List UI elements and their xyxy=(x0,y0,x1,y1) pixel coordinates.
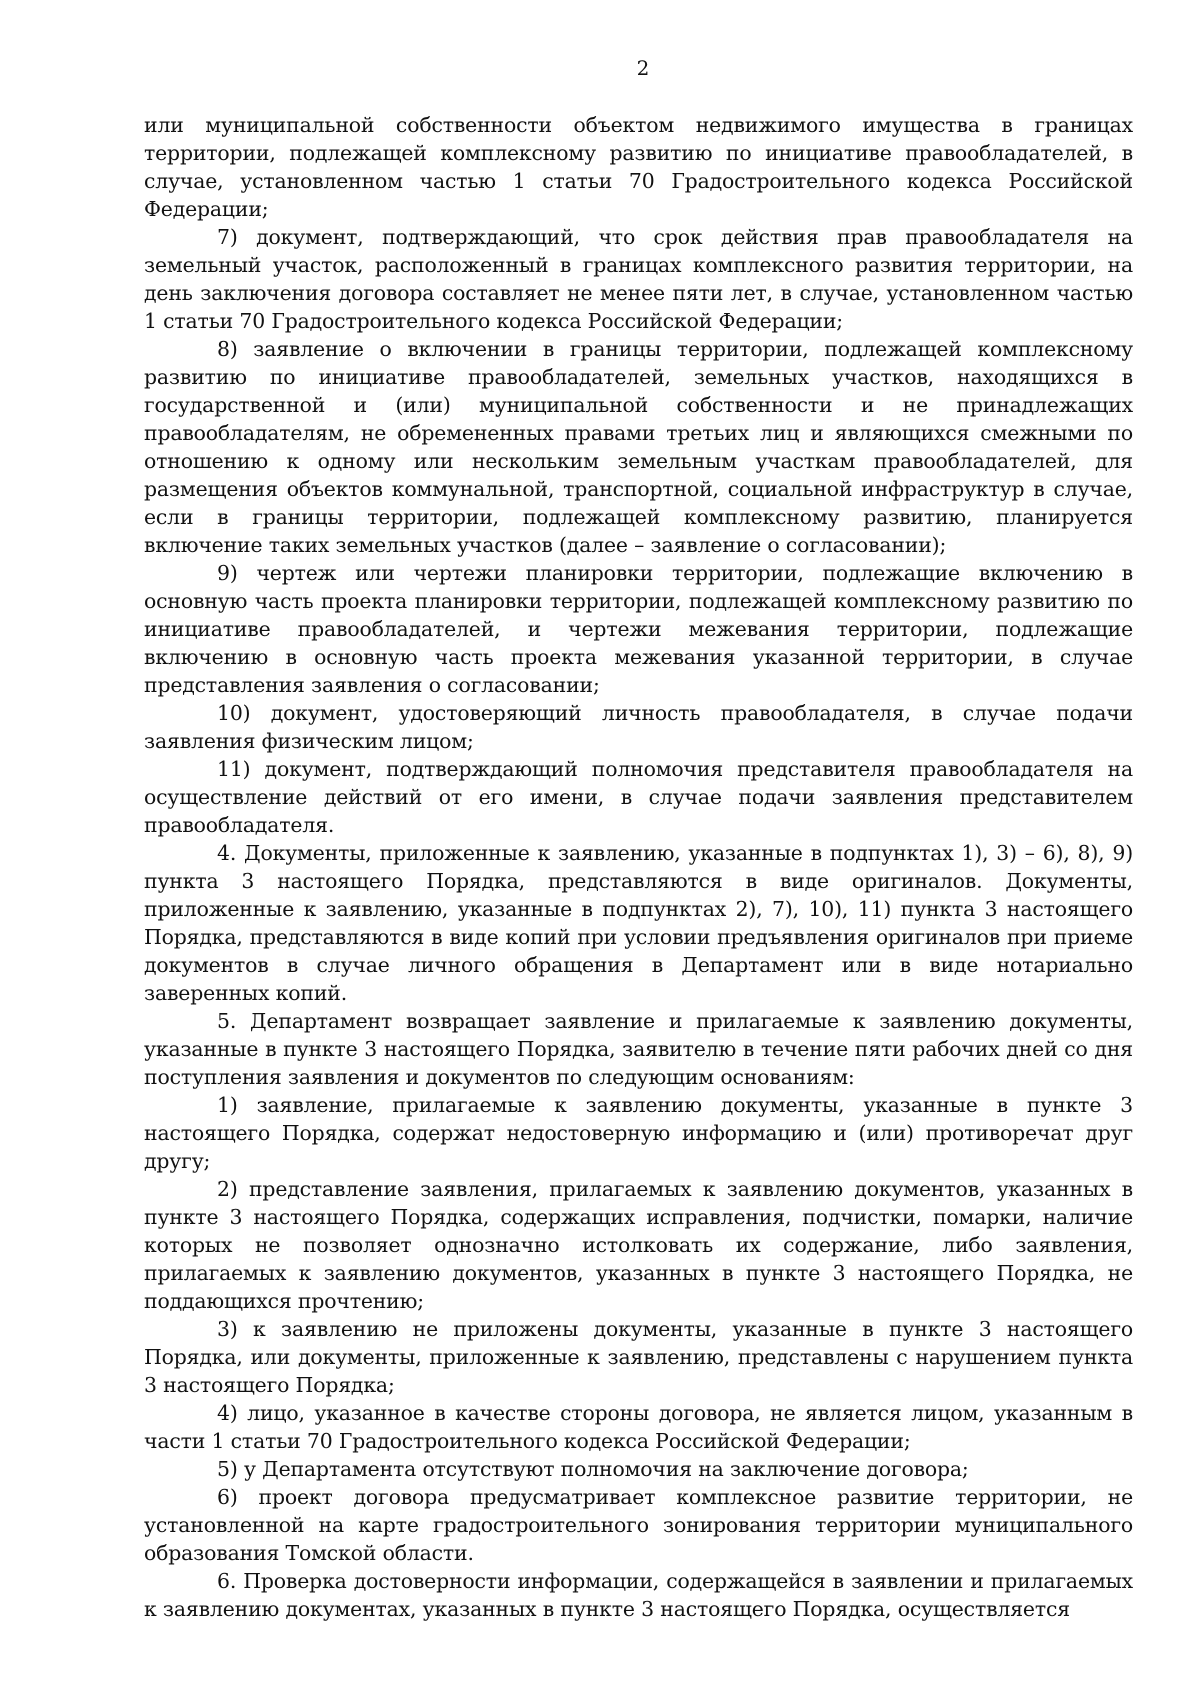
paragraph: 1) заявление, прилагаемые к заявлению документы, указанные в пункте 3 настоящего Порядка, содержат недостоверную информацию и (или) противоречат друг другу; xyxy=(144,1093,1133,1173)
paragraph: 7) документ, подтверждающий, что срок действия прав правообладателя на земельный участок, расположенный в границах комплексного развития территории, на день заключения договора составляет не менее пяти лет, в случае, установленном частью 1 статьи 70 Градостроительного кодекса Российской Федерации; xyxy=(144,225,1133,333)
paragraph: 8) заявление о включении в границы территории, подлежащей комплексному развитию по инициативе правообладателей, земельных участков, находящихся в государственной и (или) муниципальной собственности и не принадлежащих правообладателям, не обремененных правами третьих лиц и являющихся смежными по отношению к одному или нескольким земельным участкам правообладателей, для размещения объектов коммунальной, транспортной, социальной инфраструктур в случае, если в границы территории, подлежащей комплексному развитию, планируется включение таких земельных участков (далее – заявление о согласовании); xyxy=(144,337,1133,557)
paragraph: 10) документ, удостоверяющий личность правообладателя, в случае подачи заявления физическим лицом; xyxy=(144,701,1133,753)
paragraph: 11) документ, подтверждающий полномочия представителя правообладателя на осуществление действий от его имени, в случае подачи заявления представителем правообладателя. xyxy=(144,757,1133,837)
paragraph: или муниципальной собственности объектом недвижимого имущества в границах территории, подлежащей комплексному развитию по инициативе правообладателей, в случае, установленном частью 1 статьи 70 Градостроительного кодекса Российской Федерации; xyxy=(144,113,1133,221)
paragraph: 3) к заявлению не приложены документы, указанные в пункте 3 настоящего Порядка, или документы, приложенные к заявлению, представлены с нарушением пункта 3 настоящего Порядка; xyxy=(144,1317,1133,1397)
paragraph: 6. Проверка достоверности информации, содержащейся в заявлении и прилагаемых к заявлению документах, указанных в пункте 3 настоящего Порядка, осуществляется xyxy=(144,1569,1133,1621)
paragraph: 9) чертеж или чертежи планировки территории, подлежащие включению в основную часть проекта планировки территории, подлежащей комплексному развитию по инициативе правообладателей, и чертежи межевания территории, подлежащие включению в основную часть проекта межевания указанной территории, в случае представления заявления о согласовании; xyxy=(144,561,1133,697)
paragraph: 5) у Департамента отсутствуют полномочия на заключение договора; xyxy=(217,1457,969,1481)
paragraph: 4. Документы, приложенные к заявлению, указанные в подпунктах 1), 3) – 6), 8), 9) пункта 3 настоящего Порядка, представляются в виде оригиналов. Документы, приложенные к заявлению, указанные в подпунктах 2), 7), 10), 11) пункта 3 настоящего Порядка, представляются в виде копий при условии предъявления оригиналов при приеме документов в случае личного обращения в Департамент или в виде нотариально заверенных копий. xyxy=(144,841,1133,1005)
document-body xyxy=(144,111,1133,1623)
page-number: 2 xyxy=(636,56,650,80)
paragraph: 5. Департамент возвращает заявление и прилагаемые к заявлению документы, указанные в пункте 3 настоящего Порядка, заявителю в течение пяти рабочих дней со дня поступления заявления и документов по следующим основаниям: xyxy=(144,1009,1133,1089)
paragraph: 6) проект договора предусматривает комплексное развитие территории, не установленной на карте градостроительного зонирования территории муниципального образования Томской области. xyxy=(144,1485,1133,1565)
paragraph: 2) представление заявления, прилагаемых к заявлению документов, указанных в пункте 3 настоящего Порядка, содержащих исправления, подчистки, помарки, наличие которых не позволяет однозначно истолковать их содержание, либо заявления, прилагаемых к заявлению документов, указанных в пункте 3 настоящего Порядка, не поддающихся прочтению; xyxy=(144,1177,1133,1313)
paragraph: 4) лицо, указанное в качестве стороны договора, не является лицом, указанным в части 1 статьи 70 Градостроительного кодекса Российской Федерации; xyxy=(144,1401,1133,1453)
